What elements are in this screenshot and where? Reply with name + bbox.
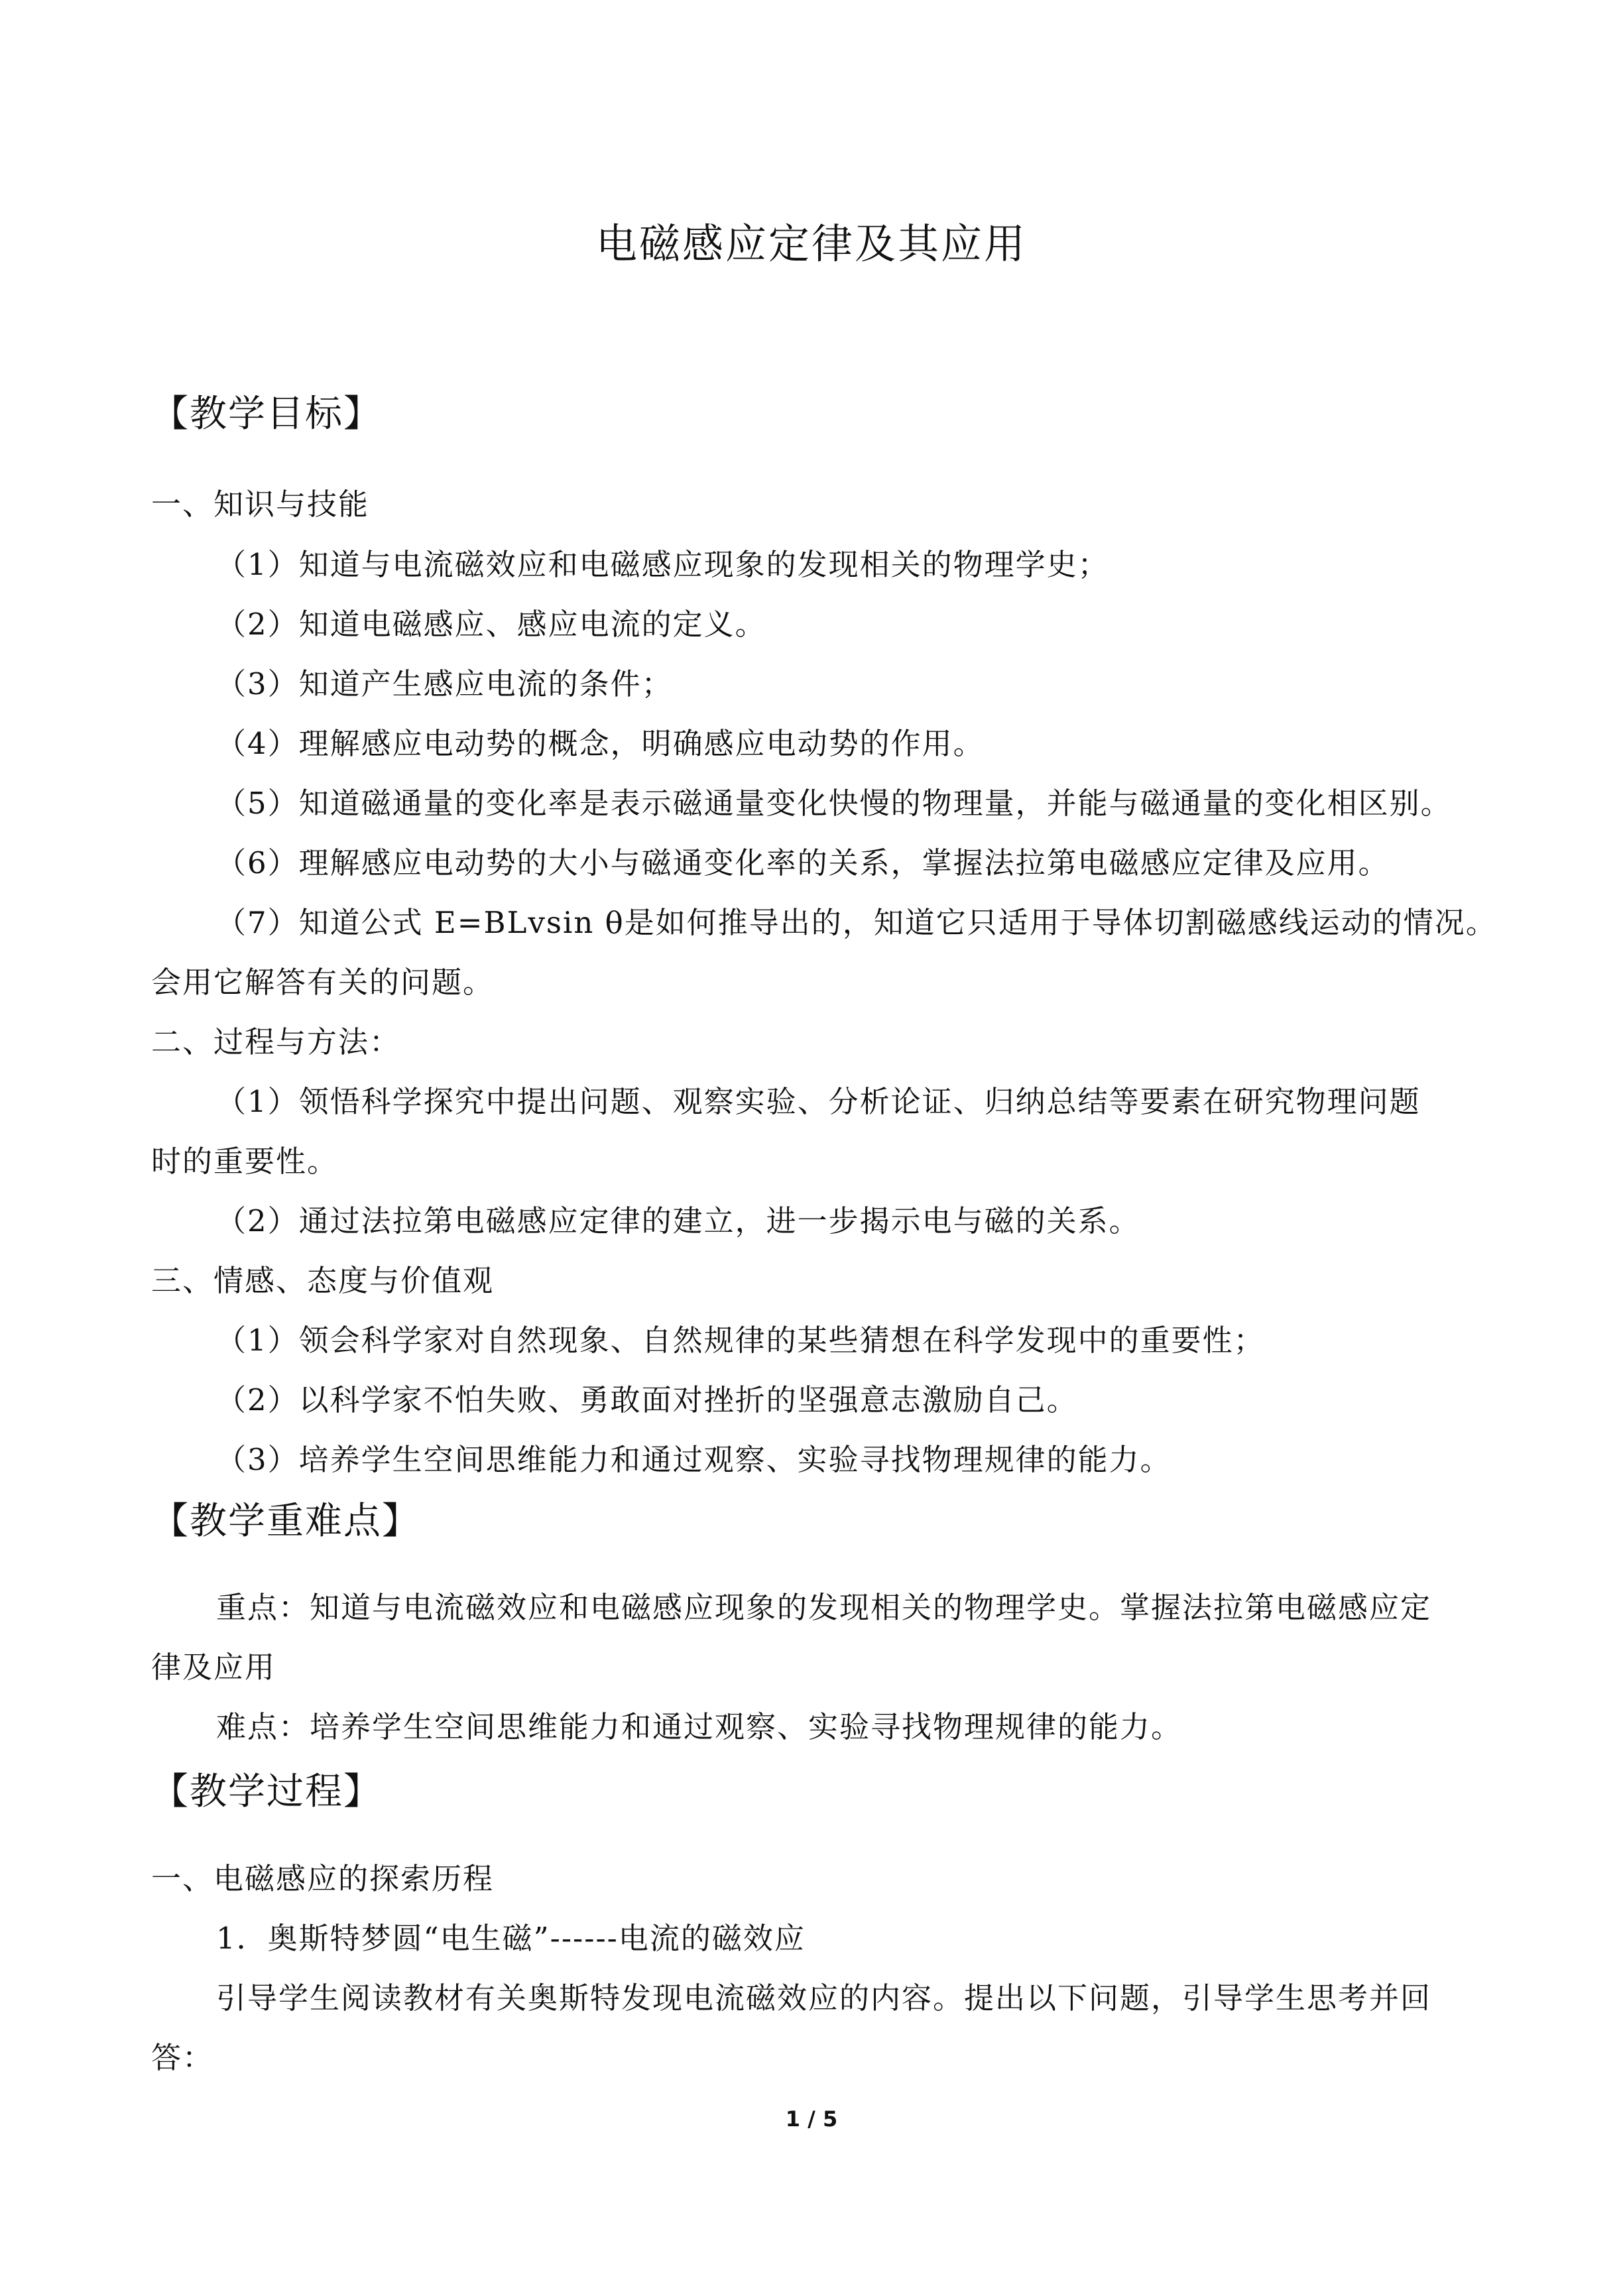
difficulty-item: 难点：培养学生空间思维能力和通过观察、实验寻找物理规律的能力。: [216, 1709, 1183, 1744]
process-item-continued: 时的重要性。: [151, 1144, 339, 1179]
knowledge-item: （5）知道磁通量的变化率是表示磁通量变化快慢的物理量，并能与磁通量的变化相区别。: [216, 786, 1452, 821]
knowledge-item: （6）理解感应电动势的大小与磁通变化率的关系，掌握法拉第电磁感应定律及应用。: [216, 845, 1390, 880]
process-heading: 二、过程与方法：: [151, 1024, 401, 1059]
page-number: 1 / 5: [785, 2106, 838, 2132]
knowledge-item: （7）知道公式 E=BLvsin θ是如何推导出的，知道它只适用于导体切割磁感线运动的情况。: [216, 905, 1497, 940]
heading-key-points: 【教学重难点】: [151, 1500, 420, 1543]
knowledge-item: （1）知道与电流磁效应和电磁感应现象的发现相关的物理学史；: [216, 547, 1109, 582]
process-item: （2）通过法拉第电磁感应定律的建立，进一步揭示电与磁的关系。: [216, 1203, 1140, 1239]
process-item: （1）领悟科学探究中提出问题、观察实验、分析论证、归纳总结等要素在研究物理问题: [216, 1084, 1421, 1119]
emotion-heading: 三、情感、态度与价值观: [151, 1263, 495, 1298]
emotion-item: （2）以科学家不怕失败、勇敢面对挫折的坚强意志激励自己。: [216, 1382, 1078, 1418]
process-main-item: 1．奥斯特梦圆“电生磁”------电流的磁效应: [216, 1921, 806, 1956]
key-point-item-continued: 律及应用: [151, 1650, 276, 1685]
process-main-item-continued: 答：: [151, 2040, 214, 2075]
heading-objectives: 【教学目标】: [151, 393, 382, 436]
heading-process: 【教学过程】: [151, 1770, 382, 1813]
knowledge-item: （3）知道产生感应电流的条件；: [216, 666, 673, 701]
knowledge-item-continued: 会用它解答有关的问题。: [151, 965, 495, 1000]
emotion-item: （1）领会科学家对自然现象、自然规律的某些猜想在科学发现中的重要性；: [216, 1323, 1265, 1358]
knowledge-item: （2）知道电磁感应、感应电流的定义。: [216, 607, 766, 642]
process-main-item: 引导学生阅读教材有关奥斯特发现电流磁效应的内容。提出以下问题，引导学生思考并回: [216, 1980, 1432, 2016]
emotion-item: （3）培养学生空间思维能力和通过观察、实验寻找物理规律的能力。: [216, 1442, 1172, 1477]
document-title: 电磁感应定律及其应用: [595, 219, 1027, 268]
knowledge-heading: 一、知识与技能: [151, 487, 370, 522]
process-sub-heading: 一、电磁感应的探索历程: [151, 1861, 495, 1896]
knowledge-item: （4）理解感应电动势的概念，明确感应电动势的作用。: [216, 726, 985, 761]
key-point-item: 重点：知道与电流磁效应和电磁感应现象的发现相关的物理学史。掌握法拉第电磁感应定: [216, 1590, 1432, 1625]
